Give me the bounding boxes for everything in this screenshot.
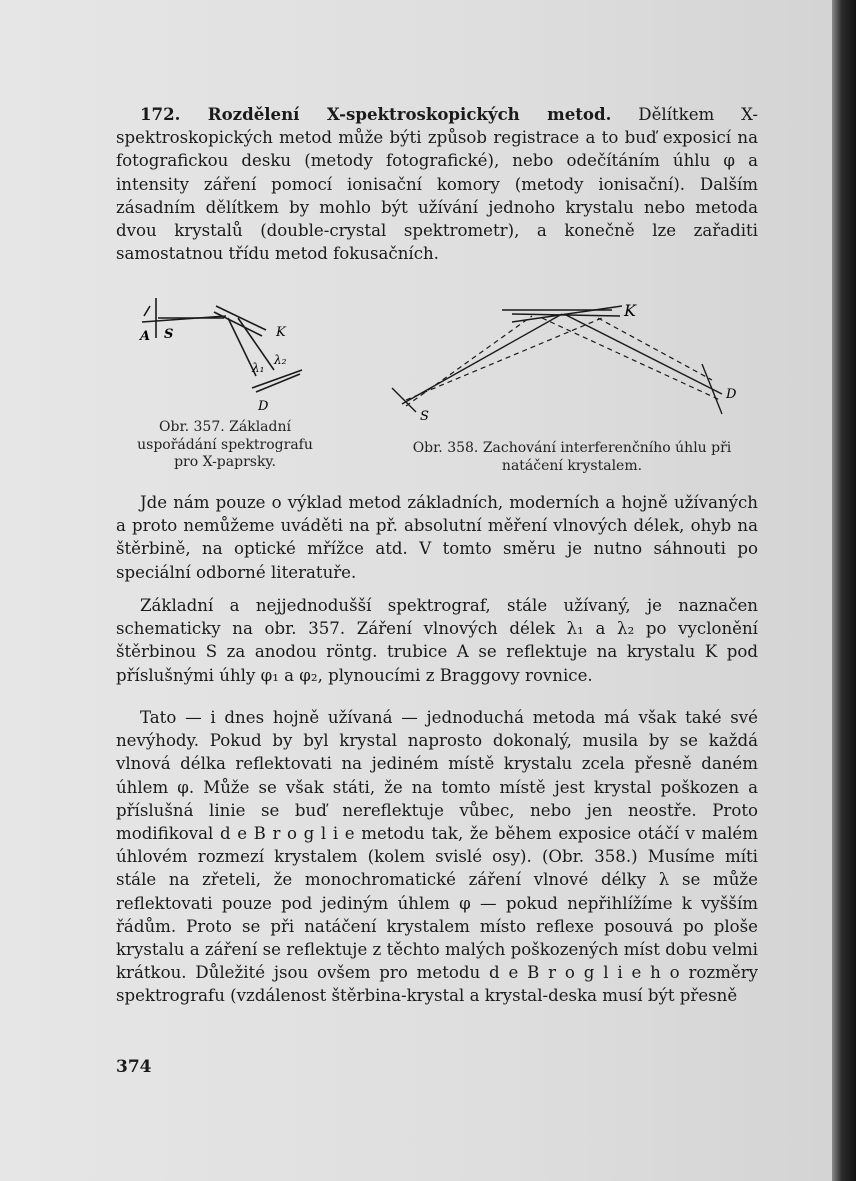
paragraph-2: Základní a nejjednodušší spektrograf, stále užívaný, je naznačen schematicky na obr. 357. Záření vlnových délek λ₁ a λ₂ po vyclonění štěrbinou S za anodou röntg. trubice A se reflektuje na krystalu K pod příslušnými úhly φ₁ a φ₂, plynoucími z Braggovy rovnice. <box>116 596 758 685</box>
page-number: 374 <box>116 1057 152 1077</box>
figure-358-caption: Obr. 358. Zachování interferenčního úhlu při natáčení krystalem. <box>412 440 732 474</box>
paragraph-3: Tato — i dnes hojně užívaná — jednoduchá metoda má však také své nevýhody. Pokud by byl krystal naprosto dokonalý, musila by se každá vlnová délka reflektovati na jediném místě krystalu zcela přesně daném úhlem φ. Může se však státi, že na tomto místě jest krystal poškozen a příslušná linie se buď nereflektuje vůbec, nebo jen neostře. Proto modifikoval d e B r o g l i e metodu tak, že během exposice otáčí v malém úhlovém rozmezí krystalem (kolem svislé osy). (Obr. 358.) Musíme míti stále na zřeteli, že monochromatické záření vlnové délky λ se může reflektovati pouze pod jediným úhlem φ — pokud nepřihlížíme k vyšším řádům. Proto se při natáčení krystalem místo reflexe posouvá po ploše krystalu a záření se reflektuje z těchto malých poškozených míst dobu velmi krátkou. Důležité jsou ovšem pro metodu d e B r o g l i e h o rozměry spektrografu (vzdálenost štěrbina-krystal a krystal-deska musí být přesně <box>116 708 758 1006</box>
section-heading: 172. Rozdělení X-spektroskopických metod. <box>140 104 612 124</box>
fig358-label-d: D <box>726 387 737 402</box>
fig357-label-a: A <box>140 329 151 344</box>
figure-357-caption: Obr. 357. Základní uspořádání spektrografu pro X-paprsky. <box>137 419 313 470</box>
fig357-label-s: S <box>164 327 174 342</box>
page-edge-shadow <box>832 0 856 1181</box>
section-intro <box>116 103 758 273</box>
fig357-label-lambda1: λ₁ <box>252 361 265 375</box>
paragraph-1: Jde nám pouze o výklad metod základních, moderních a hojně užívaných a proto nemůžeme uváděti na př. absolutní měření vlnových délek, ohyb na štěrbině, na optické mřížce atd. V tomto směru je nutno sáhnouti po speciální odborné literatuře. <box>116 493 758 582</box>
section-intro-text: Dělítkem X-spektroskopických metod může býti způsob registrace a to buď exposicí na fotografickou desku (metody fotografické), nebo odečítáním úhlu φ a intensity záření pomocí ionisační komory (metody ionisační). Dalším zásadním dělítkem by mohlo být užívání jednoho krystalu nebo metoda dvou krystalů (double-crystal spektrometr), a konečně lze zařaditi samostatnou třídu metod fokusačních. <box>116 105 759 264</box>
fig358-label-s: S <box>420 409 429 424</box>
fig358-label-k: K <box>624 301 636 320</box>
fig357-label-k: K <box>276 325 286 340</box>
figure-357-diagram <box>116 292 326 422</box>
figure-358-diagram <box>372 296 762 426</box>
fig357-label-d: D <box>258 399 269 414</box>
fig357-label-lambda2: λ₂ <box>274 353 287 367</box>
